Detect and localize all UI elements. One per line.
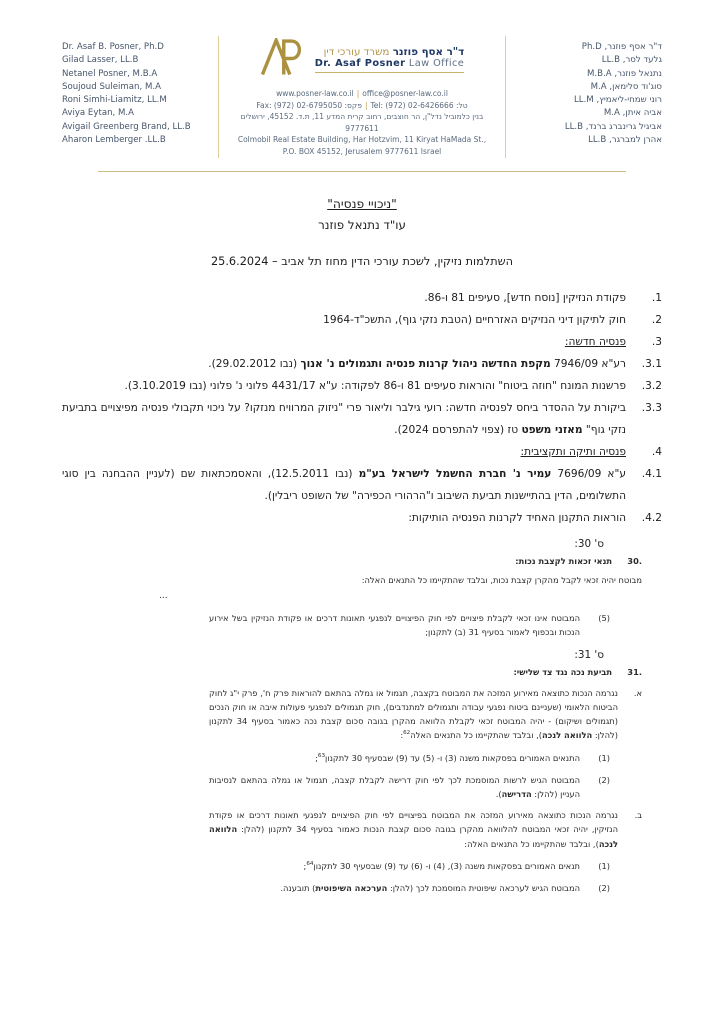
- page-title: [62, 197, 662, 211]
- section-30-label: ס' 30:: [574, 537, 604, 550]
- outline-item-text: חוק לתיקון דיני הנזיקים האזרחיים (הטבת נזקי גוף), התשכ"ד-1964: [323, 313, 626, 326]
- quote-30-number: .30: [627, 555, 642, 566]
- outline-item-number: 4.: [651, 445, 662, 458]
- outline-item-text: ע"א 7696/09 עמיר נ' חברת החשמל לישראל בע"מ (נבו 12.5.2011), והאסמכתאות שם (לעניין ההבחנה בין סוגי התשלומים, הדין בהתיישנות תביעת השיבוב ו"הרהורי הכפירה" של השופט ריבלין).: [62, 467, 626, 502]
- outline-item: [62, 507, 662, 529]
- address-en-line1: Colmobil Real Estate Building, Har Hotzvim, 11 Kiryat HaMada St.,: [237, 135, 487, 145]
- quote-subitem-text: התנאים האמורים בפסקאות משנה (3) ו- (5) עד (9) שבסעיף 30 לתקנון$^{63}$;: [315, 752, 580, 763]
- outline-item-number: 4.2.: [641, 511, 662, 524]
- email-text: office@posner-law.co.il: [362, 89, 448, 98]
- outline-item: [62, 375, 662, 397]
- quote-30-heading-text: תנאי זכאות לקצבת נכות:: [515, 555, 612, 566]
- quote-paragraph: [209, 686, 642, 743]
- ap-monogram-icon: [260, 38, 306, 80]
- website-text: www.posner-law.co.il: [276, 89, 354, 98]
- firm-name-block: [315, 46, 464, 73]
- quote-subitem-text: המבוטח הגיש לרשות המוסמכת לכך לפי חוק דרישה לקבלת קצבה, תגמול או גמלה בהתאם לנסיבות העניין (להלן: הדרישה).: [209, 774, 580, 799]
- attorney-name: Aharon Lemberger .LL.B: [62, 135, 166, 146]
- attorney-name: רוני שמחי-ליאמיץ, LL.M: [574, 95, 662, 106]
- attorneys-list-he: [516, 36, 662, 158]
- attorney-name: Avigail Greenberg Brand, LL.B: [62, 121, 191, 132]
- quote-30-intro: מבוטח יהיה זכאי לקבל מהקרן קצבת נכות, ובלבד שהתקיימו כל התנאים האלה:: [361, 574, 642, 585]
- quote-subitem-number: (1): [598, 860, 610, 871]
- outline-item-text: פנסיה ותיקה ותקציבית:: [520, 445, 626, 458]
- attorney-name: ד"ר אסף פוזנר, Ph.D: [581, 42, 662, 52]
- firm-name-en: [315, 58, 464, 69]
- outline-item: [62, 331, 662, 353]
- outline-item-text: פרשנות המונח "חוזה ביטוח" והוראות סעיפים 81 ו-86 לפקודה: ע"א 4431/17 פלוני נ' פלוני (נבו 3.10.2019).: [124, 379, 626, 392]
- quote-subitem-text: תנאים האמורים בפסקאות משנה (3), (4) ו- (6) עד (9) שבסעיף 30 לתקנון$^{64}$;: [303, 860, 580, 871]
- omission-ellipsis: ...: [159, 590, 168, 601]
- page-title-text: "ניכויי פנסיה": [327, 196, 397, 211]
- outline-item: [62, 441, 662, 463]
- quote-subitem-number: (5): [598, 613, 610, 624]
- contact-phones: [227, 100, 497, 112]
- letterhead-divider-rule: [98, 171, 626, 172]
- attorney-name: סוג'וד סלימאן, M.A: [590, 81, 662, 92]
- letterhead-center: [218, 36, 506, 158]
- outline-item: [62, 309, 662, 331]
- quote-31-heading: [209, 665, 642, 679]
- outline-item-number: 3.2.: [641, 379, 662, 392]
- firm-name-en-bold: Dr. Asaf Posner: [314, 57, 406, 69]
- section-31-label: ס' 31:: [574, 648, 604, 661]
- quote-section-30: [159, 554, 642, 640]
- outline-item-number: 4.1.: [641, 467, 662, 480]
- outline-item-number: 3.1.: [641, 357, 662, 370]
- quote-paragraph: [209, 808, 642, 851]
- firm-name-he-light: משרד עורכי דין: [323, 45, 390, 58]
- quote-subitem: [209, 881, 610, 895]
- quote-30-heading: [209, 554, 642, 568]
- quote-subitem-number: (2): [598, 774, 610, 785]
- outline-item-text: הוראות התקנון האחיד לקרנות הפנסיה הותיקות:: [408, 511, 626, 524]
- outline-item-text: פנסיה חדשה:: [564, 335, 626, 348]
- attorney-name: Roni Simhi-Liamitz, LL.M: [62, 95, 167, 106]
- gold-separator: |: [364, 100, 368, 110]
- address-he: בנין כלמוביל נדל"ן, הר חוצבים, רחוב קרית המדע 11, ת.ד. 45152, ירושלים 9777611: [240, 112, 484, 133]
- attorney-name: Netanel Posner, M.B.A: [62, 68, 158, 79]
- quote-subitem: [209, 751, 610, 765]
- tel-text: טל: Tel: (972) 02-6426666: [370, 100, 468, 110]
- quote-subitem-number: (2): [598, 883, 610, 894]
- brand-row: [227, 38, 497, 80]
- quote-subitem: [209, 773, 610, 801]
- quote-paragraph-label: ב.: [634, 810, 642, 821]
- quote-subitem-number: (1): [598, 752, 610, 763]
- attorney-name: אהרן למברגר, LL.B: [588, 135, 662, 146]
- outline-item-number: 3.3.: [641, 401, 662, 414]
- outline-item-number: 3.: [651, 335, 662, 348]
- contact-block: [227, 88, 497, 158]
- letterhead: [62, 36, 662, 158]
- attorney-name: Gilad Lasser, LL.B: [62, 55, 139, 66]
- quote-31-paragraphs: [209, 686, 642, 895]
- attorneys-list-en: [62, 36, 208, 158]
- gold-separator: |: [356, 89, 360, 98]
- outline-item: [62, 397, 662, 441]
- contact-web-email: [227, 88, 497, 100]
- quote-31-heading-text: תביעת נכה נגד צד שלישי:: [513, 666, 612, 677]
- quote-subitem: [209, 859, 610, 873]
- outline-item-text: ביקורת על ההסדר ביחס לפנסיה חדשה: רועי גילבר וליאור פרי "ניזוק המרוויח מנזקו? על ניכוי תקבולי פנסיה מפיצויים בתביעת נזקי גוף" מאזני משפט טז (צפוי להתפרסם 2024).: [62, 401, 626, 436]
- quote-subitem: [209, 611, 610, 639]
- event-line: השתלמות נזיקין, לשכת עורכי הדין מחוז תל אביב – 25.6.2024: [210, 254, 514, 268]
- quote-31-number: .31: [627, 666, 642, 677]
- attorney-name: Soujoud Suleiman, M.A: [62, 81, 161, 92]
- quote-section-31: [209, 665, 642, 896]
- outline-item-text: פקודת הנזיקין [נוסח חדש], סעיפים 81 ו-86.: [424, 291, 626, 304]
- attorney-name: Aviya Eytan, M.A: [62, 108, 135, 119]
- fax-text: פקס: Fax: (972) 02-6795050: [256, 100, 362, 110]
- address-en-line2: P.O. BOX 45152, Jerusalem 9777611 Israel: [282, 146, 442, 156]
- attorney-name: אביה איתן, M.A: [603, 108, 662, 119]
- outline-item: [62, 463, 662, 507]
- outline-item-number: 2.: [651, 313, 662, 326]
- quote-paragraph-text: נגרמה הנכות כתוצאה מאירוע המזכה את המבוטח בפיצויים לפי חוק הפיצויים לנפגעי תאונות דרכים או פקודת הנזיקין, יהיה זכאי המבוטח להלוואה מהקרן בגובה סכום קצבת הנכות כאמור בסעיף 34 לתקנון (להלן: הלוואה לנכה), ובלבד שהתקיימו כל התנאים האלה:: [209, 810, 618, 849]
- attorney-name: אביגיל גרינברג ברנד, LL.B: [564, 121, 662, 132]
- author-line: עו"ד נתנאל פוזנר: [318, 217, 406, 232]
- firm-name-he: [315, 46, 464, 58]
- quote-subitem-text: המבוטח אינו זכאי לקבלת פיצויים לפי חוק הפיצויים לנפגעי תאונות דרכים או פקודת הנזיקין בשל אירוע הנכות ובכפוף לאמור בסעיף 31 (ב) לתקנון;: [209, 613, 580, 638]
- firm-name-he-bold: ד"ר אסף פוזנר: [392, 45, 465, 58]
- quote-paragraph-text: נגרמה הנכות כתוצאה מאירוע המזכה את המבוטח בקצבה, תגמול או גמלה בהתאם להוראות פרק ח', פרק י"ג לחוק הביטוח הלאומי (שעניינם ביטוח נפגעי עבודה ותגמולים למתנדבים), חוק תגמולים לנפגעי פעולות איבה או חוק הנכים (תגמולים ושיקום) - יהיה המבוטח זכאי לקבלת הלוואה מהקרן בגובה סכום קצבת נכה כאמור בסעיף 34 לתקנון (להלן: הלוואה לנכה), ובלבד שהתקיימו כל התנאים האלה$^{62}$:: [209, 687, 618, 741]
- outline-item: [62, 287, 662, 309]
- document-body: [62, 197, 662, 896]
- brand-underline: [315, 72, 464, 73]
- quote-30-items: [209, 611, 642, 639]
- firm-name-en-light: Law Office: [408, 57, 465, 69]
- outline-item: [62, 353, 662, 375]
- attorney-name: גלעד לסר, LL.B: [601, 55, 662, 66]
- quote-subitem-text: המבוטח הגיש לערכאה שיפוטית המוסמכת לכך (להלן: הערכאה השיפוטית) תובענה.: [280, 883, 580, 894]
- outline-item-number: 1.: [651, 291, 662, 304]
- attorney-name: Dr. Asaf B. Posner, Ph.D: [62, 42, 164, 52]
- attorney-name: נתנאל פוזנר, M.B.A: [587, 68, 662, 79]
- outline-item-text: רע"א 7946/09 מקפת החדשה ניהול קרנות פנסיה ותגמולים נ' אנוך (נבו 29.02.2012).: [208, 357, 626, 370]
- quote-paragraph-label: א.: [633, 687, 642, 698]
- outline-list: [62, 287, 662, 529]
